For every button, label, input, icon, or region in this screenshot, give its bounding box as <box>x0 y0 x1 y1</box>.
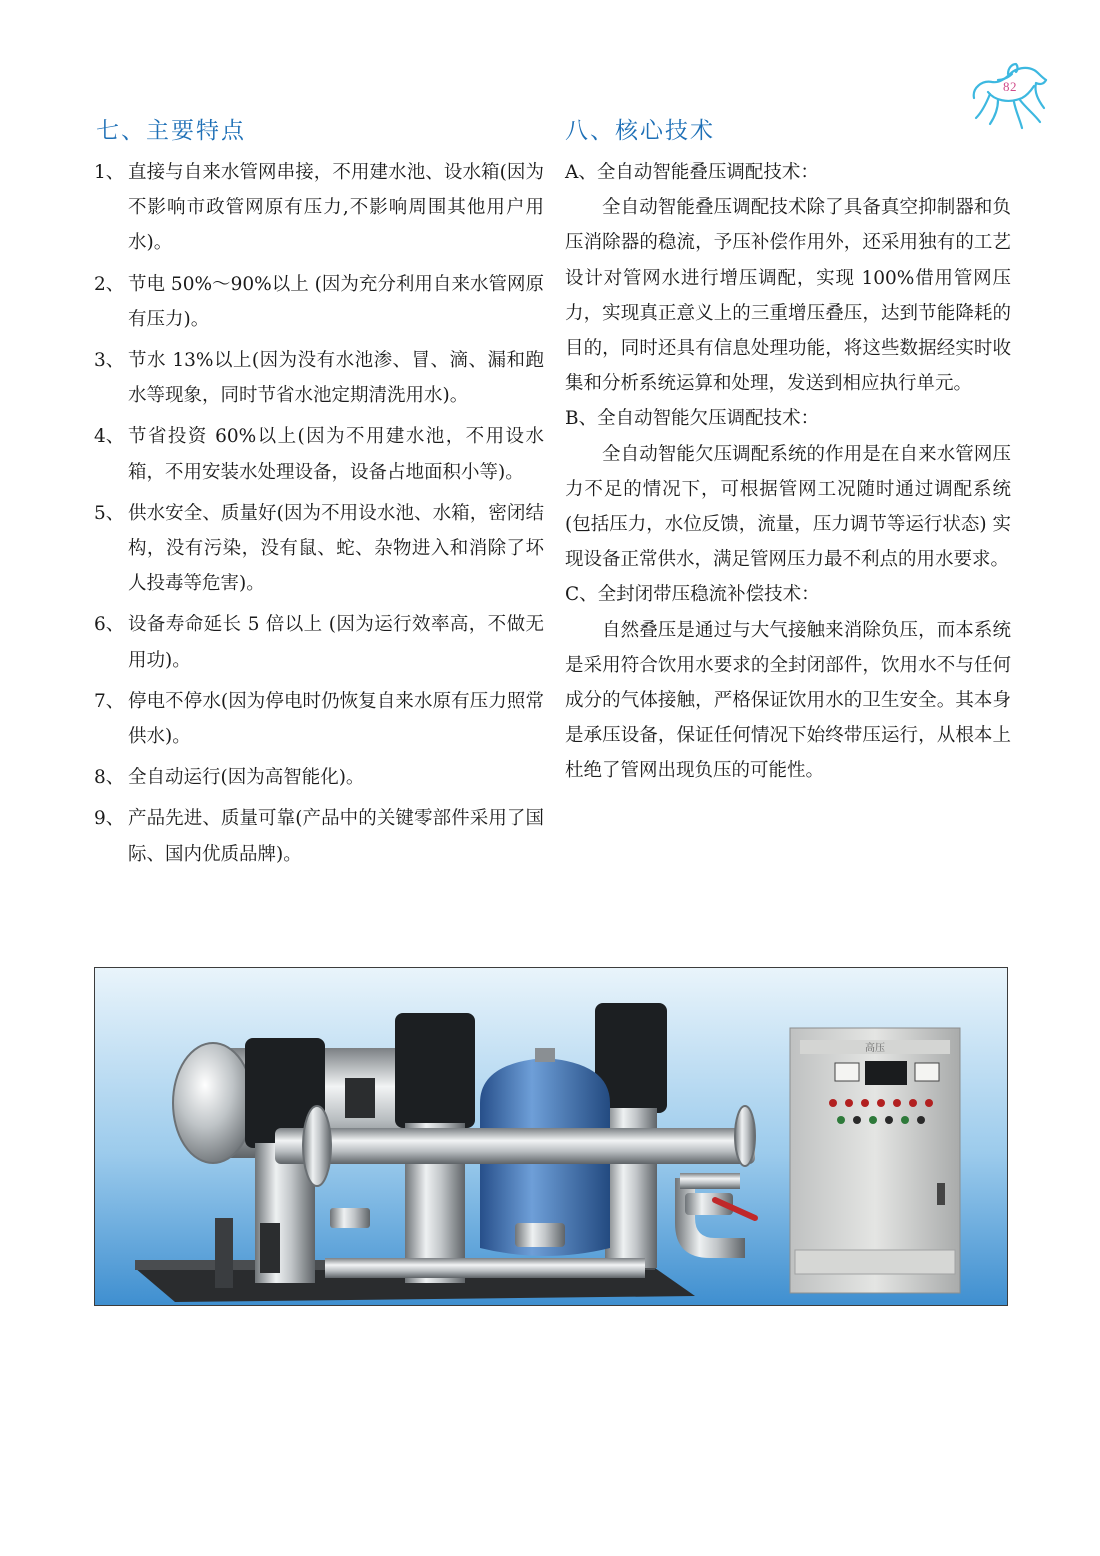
feature-item <box>94 801 544 871</box>
feature-number: 7、 <box>94 690 125 712</box>
feature-item <box>94 760 544 795</box>
tech-section-body: 全自动智能叠压调配技术除了具备真空抑制器和负压消除器的稳流，予压补偿作用外，还采用独有的工艺设计对管网水进行增压调配，实现 100%借用管网压力，实现真正意义上的三重增压叠压，达到节能降耗的目的，同时还具有信息处理功能，将这些数据经实时收集和分析系统运算和处理，发送到相应执行单元。 <box>565 197 1011 395</box>
section-heading-core-tech: 八、核心技术 <box>565 118 715 144</box>
feature-text: 供水安全、质量好(因为不用设水池、水箱，密闭结构，没有污染，没有鼠、蛇、杂物进入和消除了坏人投毒等危害)。 <box>128 502 544 595</box>
feature-item <box>94 419 544 489</box>
page-number: 82 <box>1003 79 1017 94</box>
feature-text: 节电 50%～90%以上 (因为充分利用自来水管网原有压力)。 <box>128 273 544 330</box>
feature-item <box>94 607 544 677</box>
feature-text: 停电不停水(因为停电时仍恢复自来水原有压力照常供水)。 <box>128 690 544 748</box>
feature-item <box>94 496 544 602</box>
core-tech-column <box>565 155 1011 789</box>
section-heading-features: 七、主要特点 <box>96 118 246 144</box>
feature-number: 8、 <box>94 767 125 789</box>
product-photo <box>94 967 1008 1306</box>
tech-section-body: 全自动智能欠压调配系统的作用是在自来水管网压力不足的情况下，可根据管网工况随时通过调配系统(包括压力，水位反馈，流量，压力调节等运行状态) 实现设备正常供水，满足管网压力最不利点的用水要求。 <box>565 443 1011 571</box>
feature-number: 5、 <box>94 502 125 524</box>
feature-text: 设备寿命延长 5 倍以上 (因为运行效率高，不做无用功)。 <box>128 614 544 671</box>
horse-rider-icon <box>968 58 1052 134</box>
feature-number: 6、 <box>94 614 125 636</box>
feature-item <box>94 267 544 337</box>
cabinet-label: 高压 <box>865 1043 885 1054</box>
tech-section-title: A、全自动智能叠压调配技术： <box>565 162 819 183</box>
feature-item <box>94 343 544 413</box>
feature-number: 4、 <box>94 426 125 448</box>
feature-text: 节水 13%以上(因为没有水池渗、冒、滴、漏和跑水等现象，同时节省水池定期清洗用水)。 <box>128 350 544 407</box>
feature-text: 全自动运行(因为高智能化)。 <box>128 767 365 789</box>
feature-number: 2、 <box>94 273 125 295</box>
feature-item <box>94 155 544 261</box>
tech-section-title: B、全自动智能欠压调配技术： <box>565 408 820 430</box>
feature-number: 9、 <box>94 808 125 830</box>
feature-item <box>94 684 544 754</box>
feature-text: 节省投资 60%以上(因为不用建水池，不用设水箱，不用安装水处理设备，设备占地面积小等)。 <box>128 426 544 483</box>
tech-section-body: 自然叠压是通过与大气接触来消除负压，而本系统是采用符合饮用水要求的全封闭部件，饮用水不与任何成分的气体接触，严格保证饮用水的卫生安全。其本身是承压设备，保证任何情况下始终带压运行，从根本上杜绝了管网出现负压的可能性。 <box>565 619 1011 782</box>
tech-section-title: C、全封闭带压稳流补偿技术： <box>565 584 820 606</box>
pump-unit-illustration <box>95 968 1007 1305</box>
feature-number: 1、 <box>94 162 125 183</box>
feature-text: 直接与自来水管网串接，不用建水池、设水箱(因为不影响市政管网原有压力,不影响周围其他用户用水)。 <box>128 162 544 254</box>
features-list <box>94 155 544 878</box>
feature-number: 3、 <box>94 350 125 372</box>
feature-text: 产品先进、质量可靠(产品中的关键零部件采用了国际、国内优质品牌)。 <box>128 808 544 865</box>
